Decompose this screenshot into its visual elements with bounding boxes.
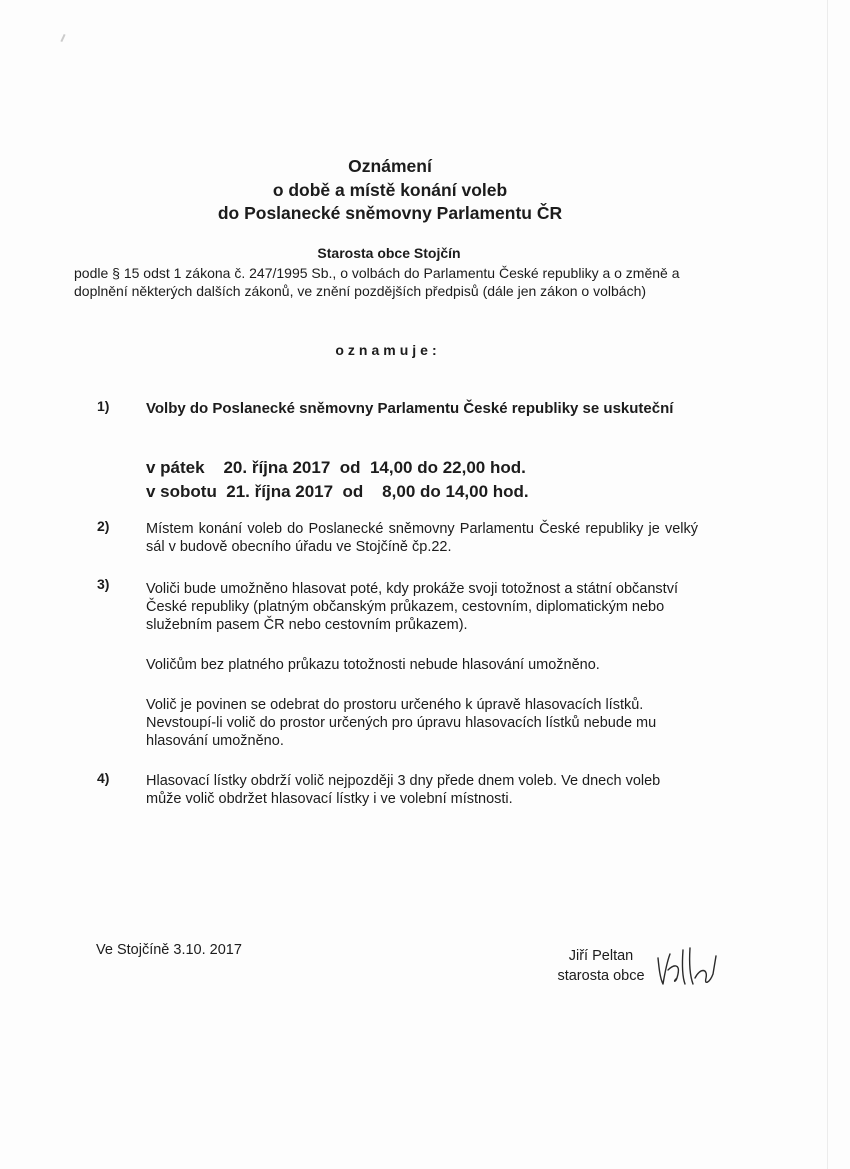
election-dates <box>146 456 529 504</box>
item-2-text: Místem konání voleb do Poslanecké sněmovny Parlamentu České republiky je velký sál v budově obecního úřadu ve Stojčíně čp.22. <box>146 521 698 555</box>
signer-block <box>546 946 656 986</box>
document-subtitle-line1: o době a místě konání voleb <box>272 180 508 200</box>
item-number-3: 3) <box>97 576 110 592</box>
signer-role: starosta obce <box>557 968 645 984</box>
item-number-4: 4) <box>97 770 110 786</box>
issuer-heading: Starosta obce Stojčín <box>317 245 461 261</box>
document-title: Oznámení <box>348 156 432 176</box>
scan-speck <box>60 34 65 42</box>
item-4-text: Hlasovací lístky obdrží volič nejpozději 3 dny přede dnem voleb. Ve dnech voleb může volič obdržet hlasovací lístky i ve volební místnosti. <box>146 773 661 807</box>
item-1-text: Volby do Poslanecké sněmovny Parlamentu České republiky se uskuteční <box>146 400 674 417</box>
election-date-friday: v pátek 20. října 2017 od 14,00 do 22,00 hod. <box>146 458 526 477</box>
scan-edge <box>827 0 828 1169</box>
legal-basis-text: podle § 15 odst 1 zákona č. 247/1995 Sb., o volbách do Parlamentu České republiky a o změně a doplnění některých dalších zákonů, ve znění pozdějších předpisů (dále jen zákon o volbách) <box>74 265 680 299</box>
document-subtitle-line2: do Poslanecké sněmovny Parlamentu ČR <box>217 203 563 223</box>
election-date-saturday: v sobotu 21. října 2017 od 8,00 do 14,00 hod. <box>146 482 529 501</box>
item-number-1: 1) <box>97 398 110 414</box>
item-number-2: 2) <box>97 518 110 534</box>
place-and-date: Ve Stojčíně 3.10. 2017 <box>96 942 242 958</box>
signer-name: Jiří Peltan <box>568 948 634 964</box>
item-3-text-identity: Voliči bude umožněno hlasovat poté, kdy prokáže svoji totožnost a státní občanství České republiky (platným občanským průkazem, cestovním, diplomatickým nebo služebním pasem ČR nebo cestovním průkazem). <box>146 581 678 633</box>
item-3-text-booth: Volič je povinen se odebrat do prostoru určeného k úpravě hlasovacích lístků. Nevstoupí-li volič do prostor určených pro úpravu hlasovacích lístků nebude mu hlasování umožněno. <box>146 697 657 749</box>
announces-heading: oznamuje: <box>335 342 441 358</box>
item-3-text-no-id: Voličům bez platného průkazu totožnosti nebude hlasování umožněno. <box>146 657 600 673</box>
handwritten-signature <box>650 934 730 990</box>
